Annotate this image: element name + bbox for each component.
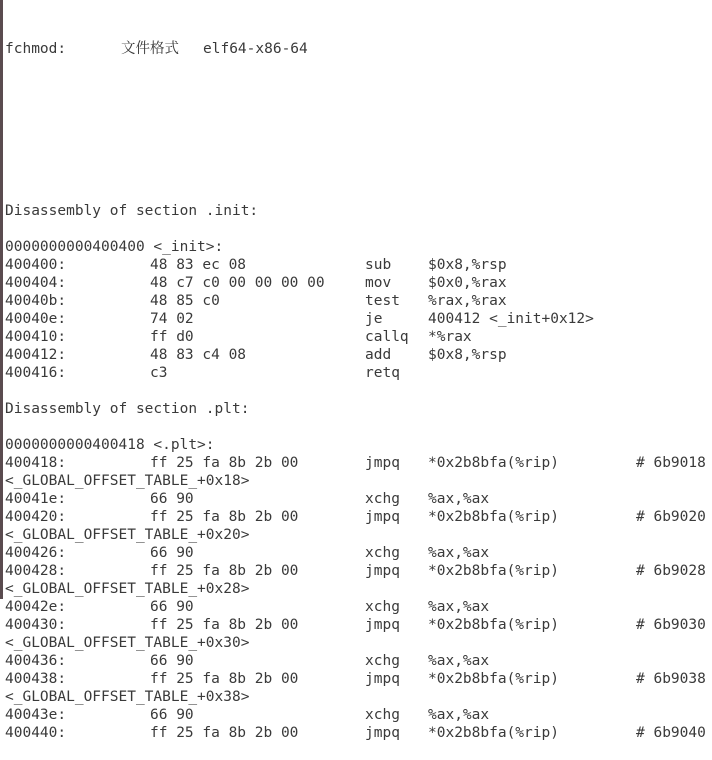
- instruction-mnemonic: xchg: [365, 491, 400, 507]
- comment-continuation: [5, 580, 712, 598]
- instruction-row: [5, 670, 712, 688]
- instruction-mnemonic: jmpq: [365, 563, 400, 579]
- instruction-bytes: c3: [150, 365, 168, 381]
- instruction-mnemonic: jmpq: [365, 455, 400, 471]
- instruction-comment: # 6b9038: [636, 671, 706, 687]
- instruction-mnemonic: je: [365, 311, 383, 327]
- instruction-bytes: 66 90: [150, 707, 194, 723]
- section-heading: [5, 400, 712, 418]
- instruction-operands: *0x2b8bfa(%rip): [428, 617, 559, 633]
- instruction-address: 400436:: [5, 653, 67, 669]
- instruction-row: [5, 508, 712, 526]
- instruction-bytes: 66 90: [150, 545, 194, 561]
- comment-continuation-text: <_GLOBAL_OFFSET_TABLE_+0x30>: [5, 635, 250, 651]
- instruction-bytes: ff 25 fa 8b 2b 00: [150, 671, 299, 687]
- instruction-row: [5, 724, 712, 742]
- instruction-row: [5, 364, 712, 382]
- instruction-row: [5, 544, 712, 562]
- instruction-bytes: 66 90: [150, 491, 194, 507]
- instruction-row: [5, 310, 712, 328]
- instruction-bytes: ff 25 fa 8b 2b 00: [150, 725, 299, 741]
- instruction-mnemonic: xchg: [365, 707, 400, 723]
- instruction-operands: %ax,%ax: [428, 491, 490, 507]
- instruction-address: 40041e:: [5, 491, 67, 507]
- instruction-row: [5, 562, 712, 580]
- format-value: elf64-x86-64: [203, 41, 308, 57]
- instruction-mnemonic: test: [365, 293, 400, 309]
- instruction-mnemonic: mov: [365, 275, 392, 291]
- instruction-address: 400412:: [5, 347, 67, 363]
- instruction-bytes: ff 25 fa 8b 2b 00: [150, 509, 299, 525]
- symbol-label-text: 0000000000400418 <.plt>:: [5, 437, 215, 453]
- instruction-row: [5, 328, 712, 346]
- instruction-operands: *%rax: [428, 329, 472, 345]
- instruction-operands: %rax,%rax: [428, 293, 507, 309]
- instruction-operands: %ax,%ax: [428, 653, 490, 669]
- instruction-operands: *0x2b8bfa(%rip): [428, 455, 559, 471]
- instruction-mnemonic: jmpq: [365, 617, 400, 633]
- instruction-mnemonic: sub: [365, 257, 392, 273]
- instruction-bytes: ff 25 fa 8b 2b 00: [150, 617, 299, 633]
- instruction-comment: # 6b9030: [636, 617, 706, 633]
- instruction-operands: $0x8,%rsp: [428, 347, 507, 363]
- instruction-row: [5, 454, 712, 472]
- instruction-mnemonic: jmpq: [365, 509, 400, 525]
- blank-line: [5, 220, 712, 238]
- instruction-mnemonic: xchg: [365, 599, 400, 615]
- instruction-address: 400428:: [5, 563, 67, 579]
- instruction-row: [5, 490, 712, 508]
- instruction-address: 400400:: [5, 257, 67, 273]
- instruction-mnemonic: jmpq: [365, 725, 400, 741]
- comment-continuation-text: <_GLOBAL_OFFSET_TABLE_+0x20>: [5, 527, 250, 543]
- instruction-row: [5, 598, 712, 616]
- symbol-label: [5, 238, 712, 256]
- instruction-address: 400404:: [5, 275, 67, 291]
- instruction-row: [5, 652, 712, 670]
- filename: fchmod:: [5, 41, 67, 57]
- instruction-address: 400420:: [5, 509, 67, 525]
- format-label: 文件格式: [121, 41, 179, 57]
- instruction-mnemonic: xchg: [365, 653, 400, 669]
- instruction-operands: %ax,%ax: [428, 707, 490, 723]
- instruction-address: 40042e:: [5, 599, 67, 615]
- instruction-row: [5, 292, 712, 310]
- instruction-bytes: 48 c7 c0 00 00 00 00: [150, 275, 325, 291]
- instruction-bytes: 48 83 c4 08: [150, 347, 247, 363]
- instruction-address: 400426:: [5, 545, 67, 561]
- comment-continuation: [5, 634, 712, 652]
- blank-line: [5, 94, 712, 112]
- instruction-bytes: ff d0: [150, 329, 194, 345]
- instruction-operands: %ax,%ax: [428, 599, 490, 615]
- instruction-address: 400410:: [5, 329, 67, 345]
- instruction-bytes: 66 90: [150, 653, 194, 669]
- instruction-address: 400416:: [5, 365, 67, 381]
- instruction-mnemonic: callq: [365, 329, 409, 345]
- instruction-address: 40040e:: [5, 311, 67, 327]
- instruction-mnemonic: retq: [365, 365, 400, 381]
- instruction-address: 400418:: [5, 455, 67, 471]
- instruction-operands: $0x0,%rax: [428, 275, 507, 291]
- comment-continuation-text: <_GLOBAL_OFFSET_TABLE_+0x38>: [5, 689, 250, 705]
- instruction-mnemonic: xchg: [365, 545, 400, 561]
- instruction-operands: $0x8,%rsp: [428, 257, 507, 273]
- comment-continuation-text: <_GLOBAL_OFFSET_TABLE_+0x28>: [5, 581, 250, 597]
- instruction-operands: 400412 <_init+0x12>: [428, 311, 594, 327]
- instruction-bytes: 74 02: [150, 311, 194, 327]
- window-left-border: [0, 0, 3, 599]
- instruction-comment: # 6b9018: [636, 455, 706, 471]
- section-heading-text: Disassembly of section .plt:: [5, 401, 250, 417]
- instruction-operands: *0x2b8bfa(%rip): [428, 671, 559, 687]
- section-heading-text: Disassembly of section .init:: [5, 203, 259, 219]
- section-heading: [5, 202, 712, 220]
- instruction-bytes: 48 83 ec 08: [150, 257, 247, 273]
- instruction-address: 400430:: [5, 617, 67, 633]
- blank-line: [5, 418, 712, 436]
- comment-continuation: [5, 472, 712, 490]
- instruction-bytes: 48 85 c0: [150, 293, 220, 309]
- instruction-row: [5, 274, 712, 292]
- blank-line: [5, 148, 712, 166]
- instruction-address: 400440:: [5, 725, 67, 741]
- instruction-operands: *0x2b8bfa(%rip): [428, 509, 559, 525]
- instruction-comment: # 6b9028: [636, 563, 706, 579]
- disassembly-output[interactable]: [5, 4, 712, 741]
- instruction-operands: *0x2b8bfa(%rip): [428, 563, 559, 579]
- instruction-bytes: ff 25 fa 8b 2b 00: [150, 455, 299, 471]
- instruction-row: [5, 616, 712, 634]
- file-format-header: [5, 40, 712, 58]
- instruction-comment: # 6b9020: [636, 509, 706, 525]
- blank-line: [5, 382, 712, 400]
- symbol-label-text: 0000000000400400 <_init>:: [5, 239, 224, 255]
- symbol-label: [5, 436, 712, 454]
- instruction-row: [5, 346, 712, 364]
- instruction-bytes: ff 25 fa 8b 2b 00: [150, 563, 299, 579]
- instruction-bytes: 66 90: [150, 599, 194, 615]
- instruction-address: 40040b:: [5, 293, 67, 309]
- instruction-operands: %ax,%ax: [428, 545, 490, 561]
- instruction-row: [5, 256, 712, 274]
- instruction-mnemonic: add: [365, 347, 392, 363]
- instruction-comment: # 6b9040: [636, 725, 706, 741]
- comment-continuation: [5, 688, 712, 706]
- comment-continuation: [5, 526, 712, 544]
- instruction-address: 40043e:: [5, 707, 67, 723]
- instruction-address: 400438:: [5, 671, 67, 687]
- instruction-row: [5, 706, 712, 724]
- comment-continuation-text: <_GLOBAL_OFFSET_TABLE_+0x18>: [5, 473, 250, 489]
- instruction-operands: *0x2b8bfa(%rip): [428, 725, 559, 741]
- instruction-mnemonic: jmpq: [365, 671, 400, 687]
